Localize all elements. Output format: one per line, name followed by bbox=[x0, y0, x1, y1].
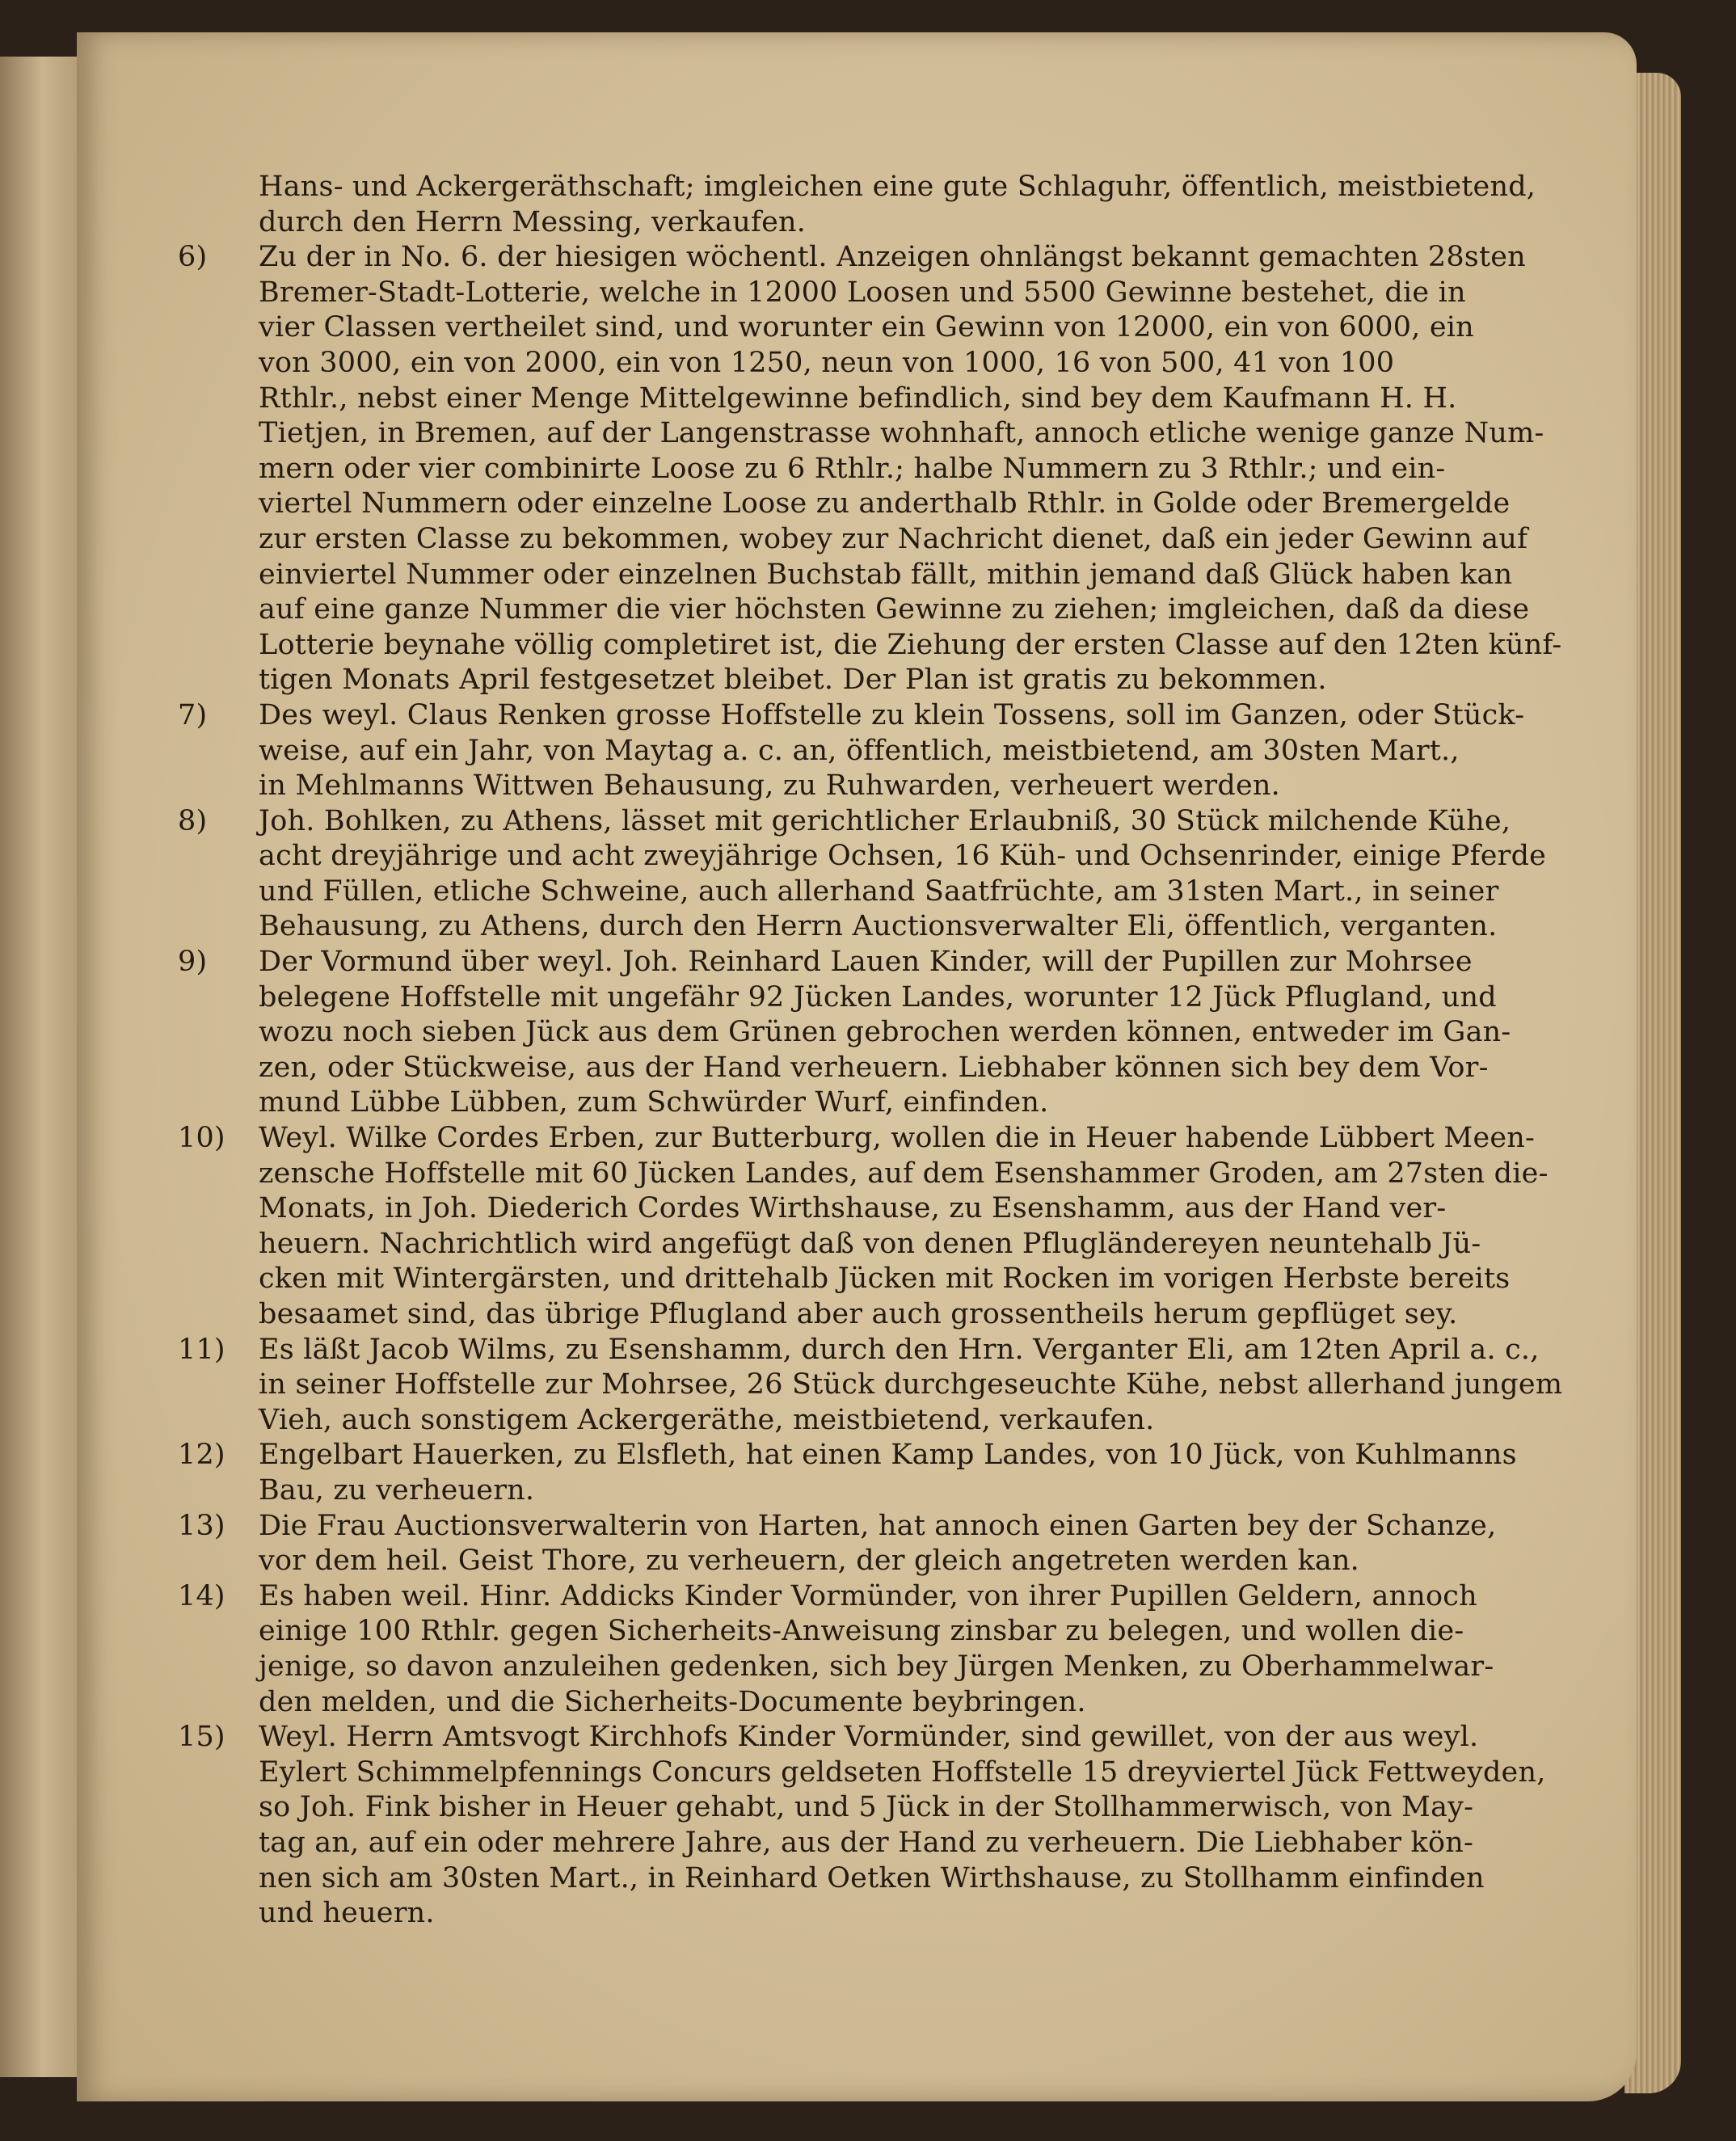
text-line: Engelbart Hauerken, zu Elsfleth, hat einen Kamp Landes, von 10 Jück, von Kuhlmanns bbox=[259, 1439, 1517, 1472]
text-line: Bremer-Stadt-Lotterie, welche in 12000 Loosen und 5500 Gewinne bestehet, die in bbox=[259, 276, 1466, 309]
text-line: Es läßt Jacob Wilms, zu Esenshamm, durch den Hrn. Verganter Eli, am 12ten April a. c., bbox=[259, 1333, 1540, 1366]
entry-6 bbox=[178, 240, 1562, 698]
entry-number: 8) bbox=[178, 804, 208, 837]
entry-paragraph bbox=[259, 1509, 1497, 1579]
entry-9 bbox=[178, 945, 1511, 1121]
entry-paragraph bbox=[259, 698, 1525, 804]
text-line: in seiner Hoffstelle zur Mohrsee, 26 Stück durchgeseuchte Kühe, nebst allerhand jungem bbox=[259, 1368, 1563, 1401]
notice-text-block bbox=[178, 170, 1563, 1932]
text-line: von 3000, ein von 2000, ein von 1250, neun von 1000, 16 von 500, 41 von 100 bbox=[259, 346, 1395, 379]
text-line: tag an, auf ein oder mehrere Jahre, aus der Hand zu verheuern. Die Liebhaber kön- bbox=[259, 1826, 1473, 1859]
text-line: besaamet sind, das übrige Pflugland aber auch grossentheils herum gepflüget sey. bbox=[259, 1298, 1458, 1330]
text-line: Joh. Bohlken, zu Athens, lässet mit gerichtlicher Erlaubniß, 30 Stück milchende Kühe, bbox=[259, 804, 1511, 837]
text-line: heuern. Nachrichtlich wird angefügt daß von denen Pflugländereyen neuntehalb Jü- bbox=[259, 1227, 1481, 1260]
entry-number: 10) bbox=[178, 1122, 225, 1155]
text-line: tigen Monats April festgesetzet bleibet. Der Plan ist gratis zu bekommen. bbox=[259, 664, 1327, 697]
entry-paragraph bbox=[259, 170, 1536, 240]
entry-paragraph bbox=[259, 804, 1547, 945]
text-line: Lotterie beynahe völlig completiret ist, die Ziehung der ersten Classe auf den 12ten künf- bbox=[259, 628, 1562, 661]
text-line: Hans- und Ackergeräthschaft; imgleichen eine gute Schlaguhr, öffentlich, meistbietend, bbox=[259, 171, 1536, 203]
text-line: zen, oder Stückweise, aus der Hand verheuern. Liebhaber können sich bey dem Vor- bbox=[259, 1051, 1489, 1084]
text-line: jenige, so davon anzuleihen gedenken, sich bey Jürgen Menken, zu Oberhammelwar- bbox=[259, 1650, 1494, 1683]
text-line: Vieh, auch sonstigem Ackergeräthe, meistbietend, verkaufen. bbox=[259, 1403, 1155, 1436]
text-line: Weyl. Herrn Amtsvogt Kirchhofs Kinder Vormünder, sind gewillet, von der aus weyl. bbox=[259, 1721, 1479, 1754]
text-line: Eylert Schimmelpfennings Concurs geldseten Hoffstelle 15 dreyviertel Jück Fettweyden, bbox=[259, 1755, 1546, 1789]
entry-8 bbox=[178, 804, 1547, 945]
entry-number: 12) bbox=[178, 1439, 225, 1472]
text-line: nen sich am 30sten Mart., in Reinhard Oetken Wirthshause, zu Stollhamm einfinden bbox=[259, 1861, 1485, 1894]
entry-continuation bbox=[178, 170, 1536, 240]
text-line: zur ersten Classe zu bekommen, wobey zur Nachricht dienet, daß ein jeder Gewinn auf bbox=[259, 522, 1528, 555]
entry-paragraph bbox=[259, 945, 1511, 1121]
entry-number: 13) bbox=[178, 1509, 225, 1542]
text-line: einige 100 Rthlr. gegen Sicherheits-Anweisung zinsbar zu belegen, und wollen die- bbox=[259, 1615, 1464, 1648]
text-line: viertel Nummern oder einzelne Loose zu anderthalb Rthlr. in Golde oder Bremergelde bbox=[259, 487, 1511, 520]
entry-15 bbox=[178, 1720, 1546, 1932]
entry-13 bbox=[178, 1509, 1497, 1579]
text-line: belegene Hoffstelle mit ungefähr 92 Jücken Landes, worunter 12 Jück Pflugland, und bbox=[259, 980, 1497, 1014]
text-line: Zu der in No. 6. der hiesigen wöchentl. Anzeigen ohnlängst bekannt gemachten 28sten bbox=[259, 241, 1526, 274]
text-line: in Mehlmanns Wittwen Behausung, zu Ruhwarden, verheuert werden. bbox=[259, 769, 1280, 803]
entry-number: 15) bbox=[178, 1721, 225, 1754]
text-line: und Füllen, etliche Schweine, auch allerhand Saatfrüchte, am 31sten Mart., in seiner bbox=[259, 875, 1499, 908]
entry-number: 14) bbox=[178, 1579, 225, 1612]
entry-number: 11) bbox=[178, 1333, 225, 1366]
text-line: Die Frau Auctionsverwalterin von Harten, hat annoch einen Garten bey der Schanze, bbox=[259, 1509, 1497, 1542]
text-line: Behausung, zu Athens, durch den Herrn Auctionsverwalter Eli, öffentlich, verganten. bbox=[259, 910, 1498, 943]
entry-11 bbox=[178, 1333, 1563, 1439]
entry-paragraph bbox=[259, 1438, 1517, 1508]
entry-number: 7) bbox=[178, 698, 208, 731]
text-line: mern oder vier combinirte Loose zu 6 Rthlr.; halbe Nummern zu 3 Rthlr.; und ein- bbox=[259, 452, 1446, 485]
entry-number: 6) bbox=[178, 241, 208, 274]
text-line: acht dreyjährige und acht zweyjährige Ochsen, 16 Küh- und Ochsenrinder, einige Pferde bbox=[259, 840, 1547, 873]
text-line: weise, auf ein Jahr, von Maytag a. c. an, öffentlich, meistbietend, am 30sten Mart., bbox=[259, 734, 1460, 767]
entry-7 bbox=[178, 698, 1525, 804]
text-line: und heuern. bbox=[259, 1897, 435, 1930]
text-line: durch den Herrn Messing, verkaufen. bbox=[259, 205, 807, 238]
text-line: auf eine ganze Nummer die vier höchsten Gewinne zu ziehen; imgleichen, daß da diese bbox=[259, 593, 1530, 626]
text-line: Weyl. Wilke Cordes Erben, zur Butterburg, wollen die in Heuer habende Lübbert Meen- bbox=[259, 1122, 1536, 1155]
text-line: Es haben weil. Hinr. Addicks Kinder Vormünder, von ihrer Pupillen Geldern, annoch bbox=[259, 1579, 1477, 1612]
text-line: Des weyl. Claus Renken grosse Hoffstelle zu klein Tossens, soll im Ganzen, oder Stück- bbox=[259, 698, 1525, 731]
text-line: wozu noch sieben Jück aus dem Grünen gebrochen werden können, entweder im Gan- bbox=[259, 1016, 1511, 1049]
entry-number: 9) bbox=[178, 946, 208, 979]
text-line: einviertel Nummer oder einzelnen Buchstab fällt, mithin jemand daß Glück haben kan bbox=[259, 558, 1513, 591]
entry-paragraph bbox=[259, 240, 1562, 698]
text-line: den melden, und die Sicherheits-Documente beybringen. bbox=[259, 1685, 1086, 1718]
text-line: mund Lübbe Lübben, zum Schwürder Wurf, einfinden. bbox=[259, 1086, 1049, 1119]
text-line: Bau, zu verheuern. bbox=[259, 1473, 535, 1507]
entry-paragraph bbox=[259, 1720, 1546, 1932]
facing-page-edge bbox=[0, 57, 78, 2077]
text-line: vor dem heil. Geist Thore, zu verheuern, der gleich angetreten werden kan. bbox=[259, 1545, 1360, 1578]
entry-14 bbox=[178, 1579, 1494, 1720]
text-line: Monats, in Joh. Diederich Cordes Wirthshause, zu Esenshamm, aus der Hand ver- bbox=[259, 1192, 1447, 1225]
text-line: Der Vormund über weyl. Joh. Reinhard Lauen Kinder, will der Pupillen zur Mohrsee bbox=[259, 946, 1473, 979]
entry-paragraph bbox=[259, 1333, 1563, 1439]
entry-12 bbox=[178, 1438, 1517, 1508]
text-line: zensche Hoffstelle mit 60 Jücken Landes, auf dem Esenshammer Groden, am 27sten die- bbox=[259, 1157, 1548, 1190]
text-line: vier Classen vertheilet sind, und worunter ein Gewinn von 12000, ein von 6000, ein bbox=[259, 311, 1474, 344]
text-line: cken mit Wintergärsten, und drittehalb Jücken mit Rocken im vorigen Herbste bereits bbox=[259, 1262, 1511, 1296]
entry-paragraph bbox=[259, 1121, 1548, 1333]
entry-10 bbox=[178, 1121, 1548, 1333]
text-line: Rthlr., nebst einer Menge Mittelgewinne befindlich, sind bey dem Kaufmann H. H. bbox=[259, 381, 1457, 415]
text-line: so Joh. Fink bisher in Heuer gehabt, und 5 Jück in der Stollhammerwisch, von May- bbox=[259, 1791, 1474, 1824]
text-line: Tietjen, in Bremen, auf der Langenstrasse wohnhaft, annoch etliche wenige ganze Num- bbox=[259, 417, 1544, 450]
entry-paragraph bbox=[259, 1579, 1494, 1720]
